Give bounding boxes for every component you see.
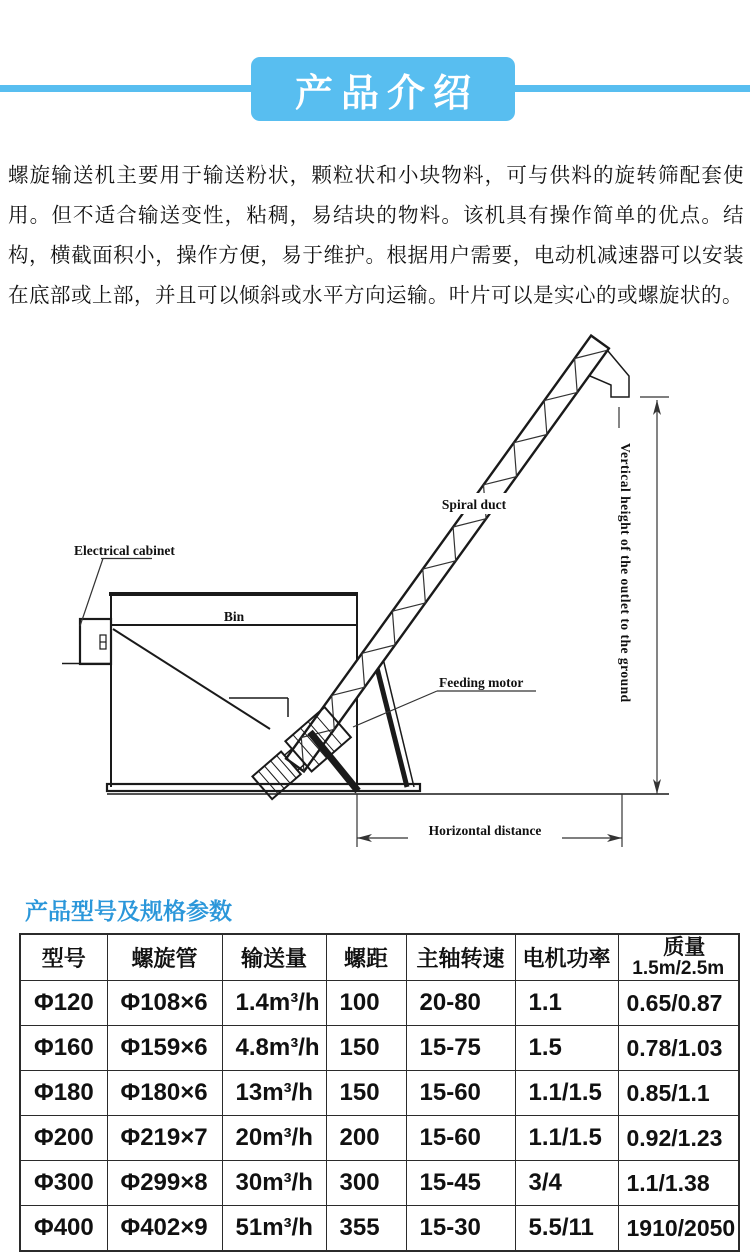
- cell-motor-power: 1.5: [515, 1026, 618, 1071]
- header-spiral-tube: 螺旋管: [107, 934, 222, 981]
- feeding-motor-label: Feeding motor: [439, 675, 524, 690]
- specs-section-title: 产品型号及规格参数: [25, 898, 232, 924]
- spiral-duct-drawing: [286, 336, 609, 772]
- intro-paragraph: 螺旋输送机主要用于输送粉状，颗粒状和小块物料，可与供料的旋转筛配套使用。但不适合输送变性，粘稠，易结块的物料。该机具有操作简单的优点。结构，横截面积小，操作方便，易于维护。根据用户需要，电动机减速器可以安装在底部或上部，并且可以倾斜或水平方向运输。叶片可以是实心的或螺旋状的。: [8, 164, 744, 307]
- cell-capacity: 51m³/h: [222, 1206, 326, 1252]
- cell-mass: 1910/2050: [618, 1206, 739, 1252]
- cell-spindle-speed: 15-75: [406, 1026, 515, 1071]
- specs-table: [19, 933, 740, 1252]
- cell-capacity: 20m³/h: [222, 1116, 326, 1161]
- electrical-cabinet-drawing: [62, 619, 111, 664]
- cell-capacity: 4.8m³/h: [222, 1026, 326, 1071]
- base-plate-drawing: [107, 784, 669, 794]
- cell-motor-power: 3/4: [515, 1161, 618, 1206]
- spiral-duct-label: Spiral duct: [441, 497, 507, 512]
- cell-pitch: 150: [326, 1026, 406, 1071]
- spiral-duct-callout: [430, 493, 518, 514]
- header-model: 型号: [20, 934, 107, 981]
- cell-model: Φ160: [20, 1026, 107, 1071]
- cell-mass: 0.85/1.1: [618, 1071, 739, 1116]
- header-spindle-speed: 主轴转速: [406, 934, 515, 981]
- cell-pitch: 300: [326, 1161, 406, 1206]
- cell-spindle-speed: 15-60: [406, 1071, 515, 1116]
- horizontal-dimension: [357, 794, 622, 847]
- electrical-cabinet-label: Electrical cabinet: [74, 543, 175, 558]
- table-row: [20, 1206, 739, 1252]
- cell-motor-power: 1.1: [515, 981, 618, 1026]
- cell-spindle-speed: 15-45: [406, 1161, 515, 1206]
- cell-model: Φ200: [20, 1116, 107, 1161]
- cell-mass: 1.1/1.38: [618, 1161, 739, 1206]
- table-row: [20, 1071, 739, 1116]
- header-capacity: 输送量: [222, 934, 326, 981]
- vertical-dimension: [618, 397, 669, 794]
- section-banner: [251, 57, 515, 121]
- cell-pitch: 200: [326, 1116, 406, 1161]
- page-title: 产品介绍: [294, 72, 479, 115]
- cell-mass: 0.65/0.87: [618, 981, 739, 1026]
- cell-model: Φ120: [20, 981, 107, 1026]
- cell-motor-power: 5.5/11: [515, 1206, 618, 1252]
- vertical-height-label: Vertical height of the outlet to the ground: [618, 443, 633, 703]
- horizontal-distance-label: Horizontal distance: [428, 823, 542, 838]
- bin-label: Bin: [223, 609, 245, 624]
- electrical-cabinet-callout: [74, 543, 175, 626]
- cell-spiral-tube: Φ299×8: [107, 1161, 222, 1206]
- cell-pitch: 150: [326, 1071, 406, 1116]
- table-header-row: [20, 934, 739, 981]
- cell-spiral-tube: Φ402×9: [107, 1206, 222, 1252]
- header-pitch: 螺距: [326, 934, 406, 981]
- header-mass: 质量 1.5m/2.5m: [618, 934, 739, 981]
- cell-mass: 0.92/1.23: [618, 1116, 739, 1161]
- cell-motor-power: 1.1/1.5: [515, 1071, 618, 1116]
- conveyor-diagram: [0, 330, 750, 860]
- header-motor-power: 电机功率: [515, 934, 618, 981]
- cell-spindle-speed: 15-60: [406, 1116, 515, 1161]
- cell-capacity: 13m³/h: [222, 1071, 326, 1116]
- cell-capacity: 1.4m³/h: [222, 981, 326, 1026]
- table-row: [20, 981, 739, 1026]
- cell-spiral-tube: Φ159×6: [107, 1026, 222, 1071]
- cell-spindle-speed: 20-80: [406, 981, 515, 1026]
- cell-motor-power: 1.1/1.5: [515, 1116, 618, 1161]
- cell-capacity: 30m³/h: [222, 1161, 326, 1206]
- table-row: [20, 1026, 739, 1071]
- cell-spindle-speed: 15-30: [406, 1206, 515, 1252]
- table-row: [20, 1116, 739, 1161]
- table-row: [20, 1161, 739, 1206]
- cell-pitch: 355: [326, 1206, 406, 1252]
- cell-spiral-tube: Φ219×7: [107, 1116, 222, 1161]
- cell-mass: 0.78/1.03: [618, 1026, 739, 1071]
- cell-spiral-tube: Φ108×6: [107, 981, 222, 1026]
- cell-pitch: 100: [326, 981, 406, 1026]
- cell-model: Φ300: [20, 1161, 107, 1206]
- cell-model: Φ180: [20, 1071, 107, 1116]
- cell-spiral-tube: Φ180×6: [107, 1071, 222, 1116]
- cell-model: Φ400: [20, 1206, 107, 1252]
